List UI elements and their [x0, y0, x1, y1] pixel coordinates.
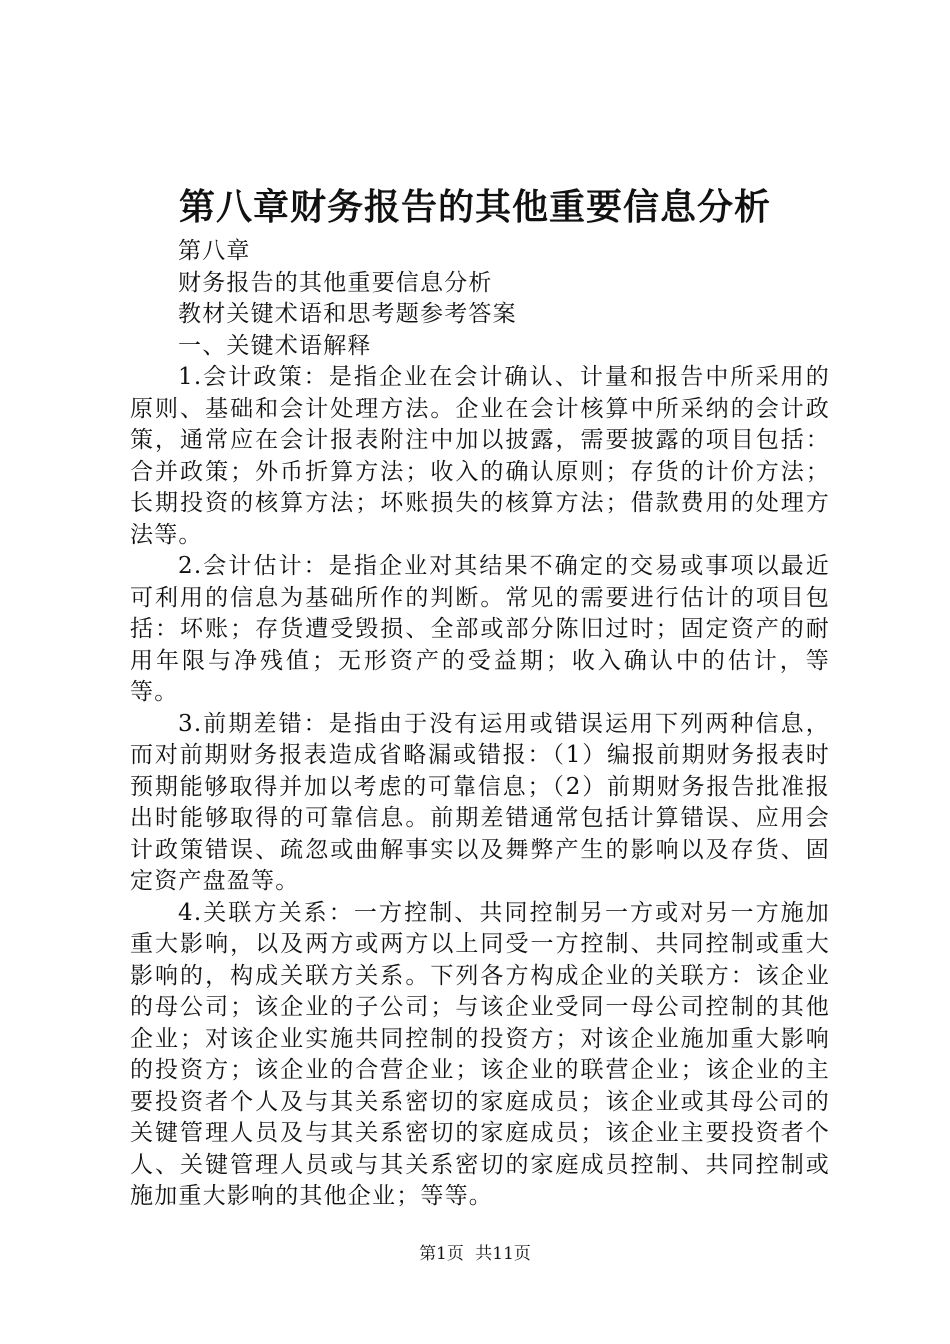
document-body: [130, 236, 830, 1213]
paragraph-accounting-policy: 1.会计政策：是指企业在会计确认、计量和报告中所采用的原则、基础和会计处理方法。企业在会计核算中所采纳的会计政策，通常应在会计报表附注中加以披露，需要披露的项目包括：合并政策；外币折算方法；收入的确认原则；存货的计价方法；长期投资的核算方法；坏账损失的核算方法；借款费用的处理方法等。: [130, 364, 830, 548]
document-title: 第八章财务报告的其他重要信息分析: [178, 187, 771, 228]
paragraph-prior-period-error: 3.前期差错：是指由于没有运用或错误运用下列两种信息，而对前期财务报表造成省略漏或错报：（1）编报前期财务报表时预期能够取得并加以考虑的可靠信息；（2）前期财务报告批准报出时能够取得的可靠信息。前期差错通常包括计算错误、应用会计政策错误、疏忽或曲解事实以及舞弊产生的影响以及存货、固定资产盘盈等。: [130, 710, 830, 894]
page-number: 第1页: [419, 1244, 464, 1264]
paragraph-accounting-estimate: 2.会计估计：是指企业对其结果不确定的交易或事项以最近可利用的信息为基础所作的判断。常见的需要进行估计的项目包括：坏账；存货遭受毁损、全部或部分陈旧过时；固定资产的耐用年限与净残值；无形资产的受益期；收入确认中的估计，等等。: [130, 553, 830, 705]
page-footer: [0, 1242, 950, 1266]
page-total: 共11页: [475, 1244, 531, 1264]
heading-section-terms: 一、关键术语解释: [178, 332, 372, 359]
heading-subtitle: 财务报告的其他重要信息分析: [178, 269, 493, 296]
paragraph-related-party: 4.关联方关系：一方控制、共同控制另一方或对另一方施加重大影响，以及两方或两方以上同受一方控制、共同控制或重大影响的，构成关联方关系。下列各方构成企业的关联方：该企业的母公司；该企业的子公司；与该企业受同一母公司控制的其他企业；对该企业实施共同控制的投资方；对该企业施加重大影响的投资方；该企业的合营企业；该企业的联营企业；该企业的主要投资者个人及与其关系密切的家庭成员；该企业或其母公司的关键管理人员及与其关系密切的家庭成员；该企业主要投资者个人、关键管理人员或与其关系密切的家庭成员控制、共同控制或施加重大影响的其他企业；等等。: [130, 899, 830, 1209]
heading-answers: 教材关键术语和思考题参考答案: [178, 301, 517, 327]
heading-chapter: 第八章: [178, 238, 251, 264]
